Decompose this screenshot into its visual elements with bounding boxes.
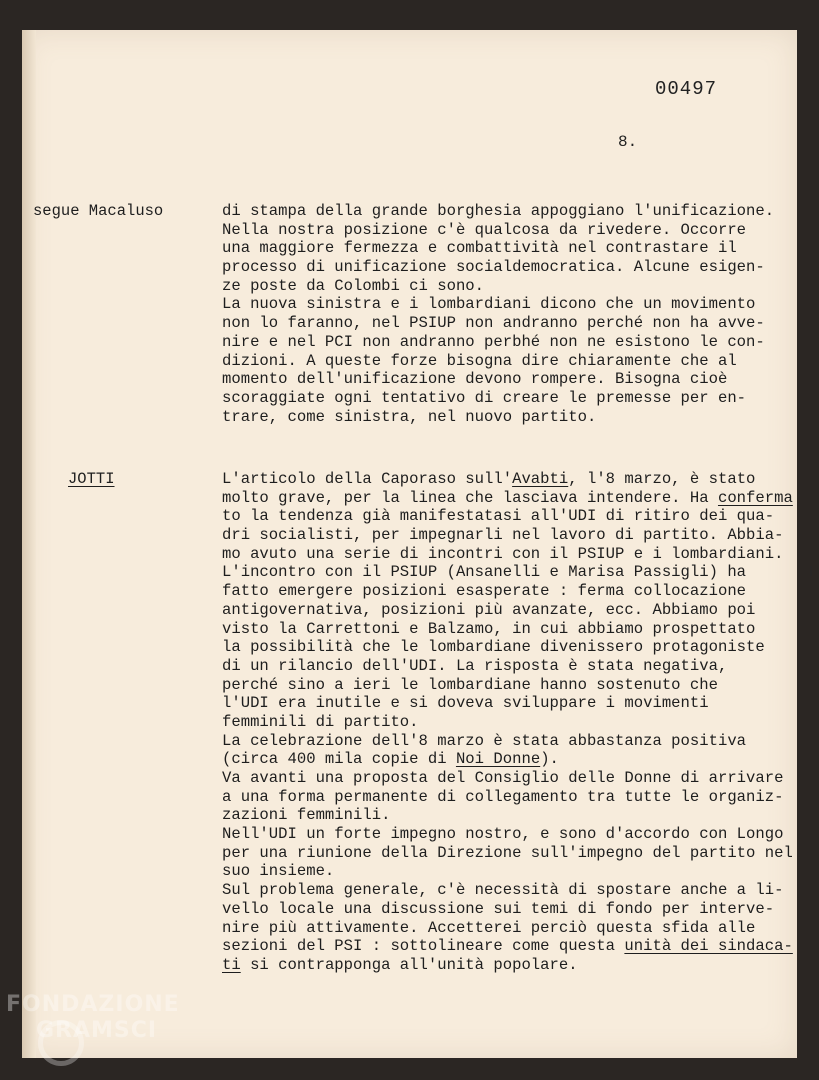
text-line: dri socialisti, per impegnarli nel lavoro di partito. Abbia-	[222, 526, 784, 545]
text-line: (circa 400 mila copie di Noi Donne).	[222, 750, 559, 769]
text-line: molto grave, per la linea che lasciava intendere. Ha conferma	[222, 488, 793, 507]
watermark-line1: FONDAZIONE	[6, 992, 180, 1017]
text-line: scoraggiate ogni tentativo di creare le premesse per en-	[222, 388, 747, 407]
speaker-label: JOTTI	[68, 470, 115, 488]
watermark-line2: GRAMSCI	[36, 1018, 158, 1043]
page-edge	[22, 30, 36, 1058]
text-line: la possibilità che le lombardiane divenissero protagoniste	[222, 638, 765, 657]
text-line: per una riunione della Direzione sull'impegno del partito nel	[222, 843, 793, 862]
text-line: fatto emergere posizioni esasperate : ferma collocazione	[222, 582, 747, 601]
text-line: La celebrazione dell'8 marzo è stata abbastanza positiva	[222, 731, 747, 750]
text-line: ti si contrapponga all'unità popolare.	[222, 955, 578, 974]
text-line: trare, come sinistra, nel nuovo partito.	[222, 407, 597, 426]
text-line: femminili di partito.	[222, 712, 419, 731]
text-line: nire più attivamente. Accetterei perciò questa sfida alle	[222, 918, 756, 937]
text-line: dizioni. A queste forze bisogna dire chiaramente che al	[222, 351, 737, 370]
text-line: l'UDI era inutile e si doveva sviluppare i movimenti	[222, 694, 709, 713]
text-line: perché sino a ieri le lombardiane hanno sostenuto che	[222, 675, 718, 694]
text-line: mo avuto una serie di incontri con il PSIUP e i lombardiani.	[222, 544, 784, 563]
text-line: visto la Carrettoni e Balzamo, in cui abbiamo prospettato	[222, 619, 756, 638]
text-line: vello locale una discussione sui temi di fondo per interve-	[222, 899, 775, 918]
text-line: L'incontro con il PSIUP (Ansanelli e Marisa Passigli) ha	[222, 563, 747, 582]
text-line: Nella nostra posizione c'è qualcosa da rivedere. Occorre	[222, 220, 747, 239]
text-line: a una forma permanente di collegamento tra tutte le organiz-	[222, 787, 784, 806]
text-line: suo insieme.	[222, 862, 335, 881]
text-line: di stampa della grande borghesia appoggiano l'unificazione.	[222, 202, 775, 220]
watermark-logo	[0, 990, 220, 1050]
text-line: to la tendenza già manifestatasi all'UDI di ritiro dei qua-	[222, 507, 775, 526]
page-number: 8.	[618, 133, 638, 151]
text-line: sezioni del PSI : sottolineare come questa unità dei sindaca-	[222, 937, 793, 956]
text-line: ze poste da Colombi ci sono.	[222, 276, 485, 295]
text-line: momento dell'unificazione devono rompere. Bisogna cioè	[222, 370, 728, 389]
text-line: L'articolo della Caporaso sull'Avabti, l'8 marzo, è stato	[222, 470, 756, 488]
speaker-label: segue Macaluso	[33, 202, 164, 220]
text-line: Va avanti una proposta del Consiglio delle Donne di arrivare	[222, 769, 784, 787]
text-line: antigovernativa, posizioni più avanzate, ecc. Abbiamo poi	[222, 600, 756, 619]
text-line: zazioni femminili.	[222, 806, 391, 825]
margin-tick	[810, 566, 812, 576]
speech-text	[222, 470, 797, 975]
speech-text	[222, 202, 797, 426]
text-line: Nell'UDI un forte impegno nostro, e sono d'accordo con Longo	[222, 825, 784, 844]
archive-number: 00497	[654, 78, 717, 100]
text-line: La nuova sinistra e i lombardiani dicono che un movimento	[222, 295, 756, 314]
text-line: non lo faranno, nel PSIUP non andranno perché non ha avve-	[222, 314, 765, 333]
text-line: Sul problema generale, c'è necessità di spostare anche a li-	[222, 881, 784, 900]
text-line: di un rilancio dell'UDI. La risposta è stata negativa,	[222, 656, 728, 675]
text-line: una maggiore fermezza e combattività nel contrastare il	[222, 239, 737, 258]
document-page	[22, 30, 797, 1058]
text-line: nire e nel PCI non andranno perbhé non ne esistono le con-	[222, 332, 765, 351]
text-line: processo di unificazione socialdemocratica. Alcune esigen-	[222, 258, 765, 277]
